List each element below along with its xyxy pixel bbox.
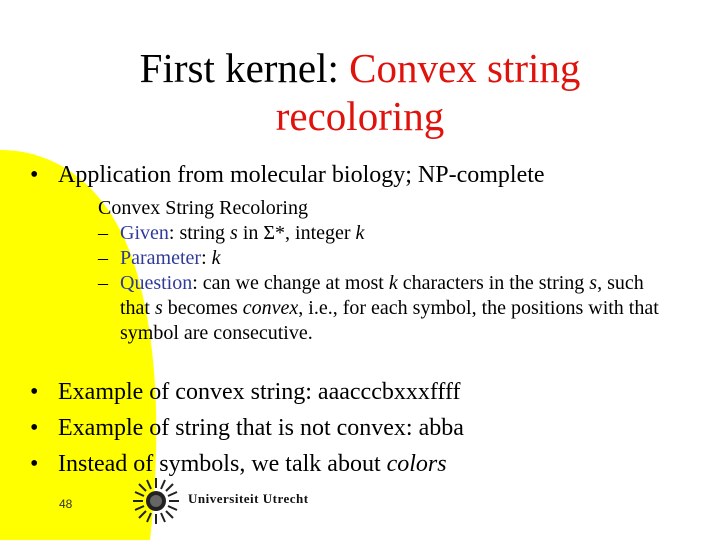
parameter-k: k [211,247,221,269]
bullet-marker: • [30,162,39,188]
bullet-text-emphasis: colors [386,451,447,477]
university-logo-text: Universiteit Utrecht [188,491,309,506]
given-k: k [355,222,365,244]
dash-marker: – [98,222,108,244]
question-text-a: : can we change at most [192,272,389,294]
title-black-part: First kernel: [139,45,350,91]
question-row [98,271,668,346]
question-convex: convex [242,297,299,319]
parameter-text: : [201,247,212,269]
given-text-b: in Σ*, integer [237,222,356,244]
university-sun-logo-icon [131,476,181,526]
question-s: s [589,272,598,294]
slide-title [80,44,640,140]
page-number: 48 [59,497,73,511]
given-text: : string [168,222,231,244]
bullet-text: Example of convex string: aaacccbxxxffff [58,379,461,405]
parameter-row [98,246,668,271]
dash-marker: – [98,247,108,269]
examples-list [30,374,464,482]
question-text-c: , such that [120,272,644,319]
title-red-part: Convex string recoloring [275,45,581,139]
bullet-marker: • [30,415,39,441]
bullet-marker: • [30,451,39,477]
bullet-colors [30,446,464,482]
question-text-e: , i.e., for each symbol, the positions with that symbol are consecutive. [120,297,659,344]
question-text-b: characters in the string [397,272,590,294]
bullet-text: Application from molecular biology; NP-complete [58,162,545,188]
problem-heading: Convex String Recoloring [98,197,308,219]
parameter-label: Parameter [120,247,202,269]
bullet-text: Instead of symbols, we talk about [58,451,387,477]
bullet-nonconvex-example [30,410,464,446]
question-label: Question [120,272,193,294]
bullet-convex-example [30,374,464,410]
dash-marker: – [98,272,108,294]
given-s: s [230,222,238,244]
problem-definition [98,196,668,346]
question-k: k [388,272,398,294]
given-row [98,221,668,246]
bullet-marker: • [30,379,39,405]
question-s2: s [155,297,163,319]
bullet-text: Example of string that is not convex: abba [58,415,464,441]
bullet-application [30,160,545,190]
question-text-d: becomes [162,297,243,319]
given-label: Given [120,222,169,244]
